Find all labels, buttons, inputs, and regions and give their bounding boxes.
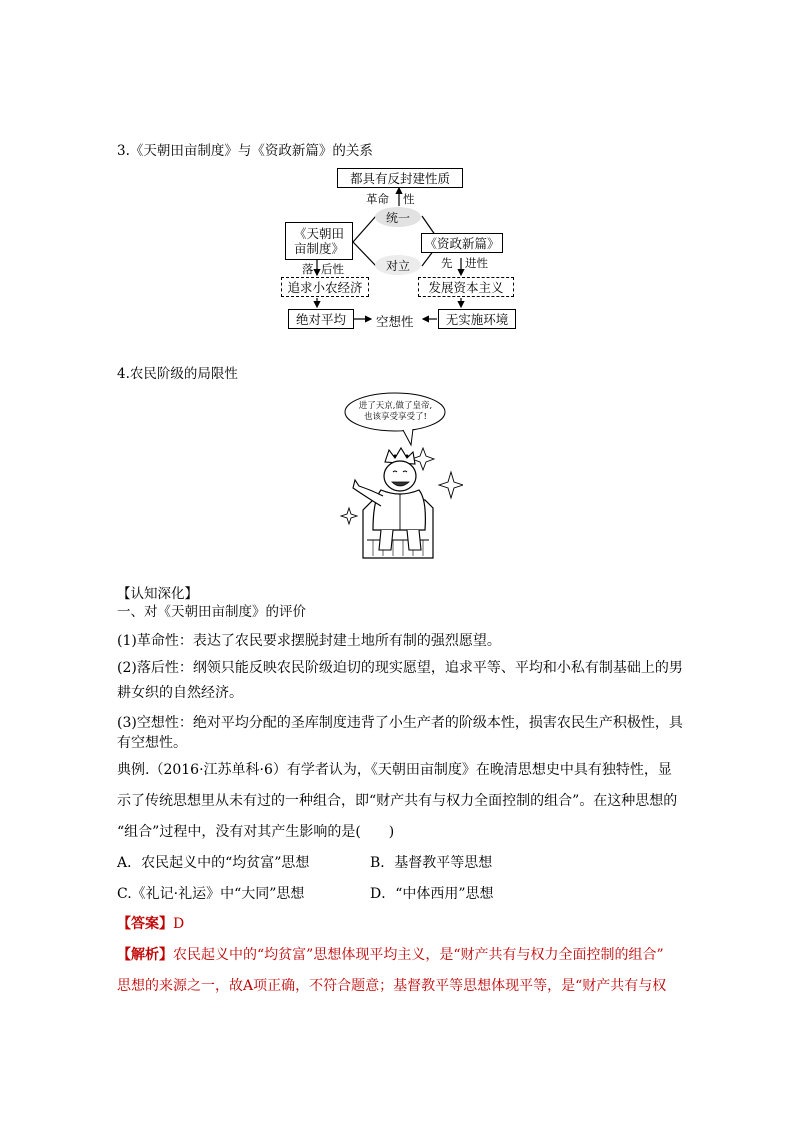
right-box-zizheng: 《资政新篇》 bbox=[421, 233, 503, 253]
speech-bubble bbox=[348, 401, 443, 423]
utopian-label: 空想性 bbox=[376, 314, 414, 329]
section-3-title: 3.《天朝田亩制度》与《资政新篇》的关系 bbox=[117, 143, 373, 159]
relationship-diagram bbox=[280, 164, 530, 334]
unity-oval: 统一 bbox=[375, 207, 421, 227]
emperor-cartoon bbox=[333, 390, 463, 570]
left-box-line1: 《天朝田 bbox=[293, 226, 344, 241]
speech-line-1: 进了天京,做了皇帝, bbox=[358, 401, 433, 411]
option-b: B．基督教平等思想 bbox=[370, 855, 493, 871]
left-box-tianchao bbox=[285, 222, 353, 260]
top-box: 都具有反封建性质 bbox=[337, 168, 463, 188]
evaluation-item-2-line-2: 耕女织的自然经济。 bbox=[117, 685, 243, 701]
evaluation-item-3-line-1: (3)空想性：绝对平均分配的圣库制度违背了小生产者的阶级本性，损害农民生产积极性，具 bbox=[117, 715, 683, 731]
example-line-1: 典例.（2016·江苏单科·6）有学者认为，《天朝田亩制度》在晚清思想史中具有独特性，显 bbox=[117, 762, 672, 778]
analysis-line-2: 思想的来源之一，故A项正确，不符合题意；基督教平等思想体现平等，是“财产共有与权 bbox=[117, 978, 667, 994]
right-dashed-box: 发展资本主义 bbox=[418, 277, 514, 297]
advanced-label-b: 进性 bbox=[465, 256, 488, 270]
left-box-line2: 亩制度》 bbox=[293, 241, 344, 256]
revolution-label-a: 革命 bbox=[366, 192, 389, 206]
left-dashed-box: 追求小农经济 bbox=[281, 277, 369, 297]
answer-value: D bbox=[173, 916, 185, 932]
evaluation-item-2-line-1: (2)落后性：纲领只能反映农民阶级迫切的现实愿望，追求平等、平均和小私有制基础上的男 bbox=[117, 660, 683, 676]
option-c: C.《礼记·礼运》中“大同”思想 bbox=[117, 886, 305, 902]
backward-label-b: 后性 bbox=[321, 262, 344, 276]
evaluation-item-3-line-2: 有空想性。 bbox=[117, 735, 187, 751]
evaluation-subheading: 一、对《天朝田亩制度》的评价 bbox=[117, 604, 306, 620]
opposition-oval: 对立 bbox=[375, 255, 421, 275]
analysis-row-1 bbox=[117, 945, 664, 965]
answer-label: 【答案】 bbox=[117, 916, 173, 932]
speech-line-2: 也该享受享受了! bbox=[364, 412, 427, 422]
deepen-heading: 【认知深化】 bbox=[117, 586, 198, 602]
example-line-3: “组合”过程中，没有对其产生影响的是( ) bbox=[117, 824, 395, 840]
analysis-line-1: 农民起义中的“均贫富”思想体现平均主义，是“财产共有与权力全面控制的组合” bbox=[173, 947, 664, 963]
analysis-label: 【解析】 bbox=[117, 947, 173, 963]
example-line-2: 示了传统思想里从未有过的一种组合，即“财产共有与权力全面控制的组合”。在这种思想的 bbox=[117, 793, 678, 809]
option-a: A．农民起义中的“均贫富”思想 bbox=[117, 855, 310, 871]
edge-left-unity bbox=[353, 216, 376, 242]
answer-row bbox=[117, 914, 184, 934]
revolution-label-b: 性 bbox=[403, 192, 415, 206]
evaluation-item-1: (1)革命性：表达了农民要求摆脱封建土地所有制的强烈愿望。 bbox=[117, 633, 501, 649]
backward-label-a: 落 bbox=[302, 262, 314, 276]
edge-left-opposition bbox=[353, 242, 376, 266]
bottom-right-box: 无实施环境 bbox=[438, 309, 516, 329]
option-d: D．“中体西用”思想 bbox=[370, 886, 494, 902]
bottom-left-box: 绝对平均 bbox=[288, 309, 354, 329]
section-4-title: 4.农民阶级的局限性 bbox=[117, 366, 238, 382]
advanced-label-a: 先 bbox=[441, 256, 453, 270]
